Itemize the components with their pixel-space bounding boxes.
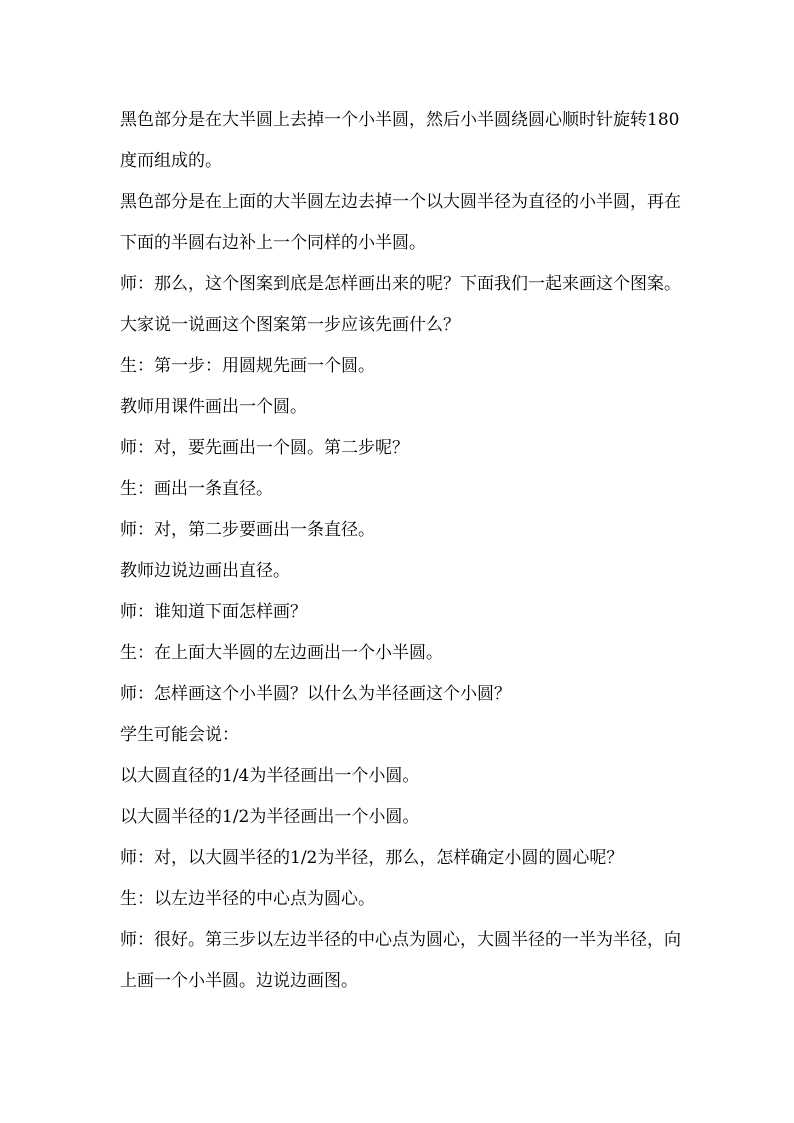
paragraph: 黑色部分是在大半圆上去掉一个小半圆，然后小半圆绕圆心顺时针旋转180度而组成的。 bbox=[120, 110, 680, 171]
paragraph: 师：怎样画这个小半圆？以什么为半径画这个小圆？ bbox=[120, 684, 511, 704]
paragraph: 以大圆半径的1/2为半径画出一个小圆。 bbox=[120, 807, 420, 827]
paragraph: 生：在上面大半圆的左边画出一个小半圆。 bbox=[120, 643, 443, 663]
paragraph: 生：第一步：用圆规先画一个圆。 bbox=[120, 356, 375, 376]
paragraph: 学生可能会说： bbox=[120, 725, 239, 745]
paragraph: 教师边说边画出直径。 bbox=[120, 561, 290, 581]
paragraph: 师：很好。第三步以左边半径的中心点为圆心，大圆半径的一半为半径，向上画一个小半圆。边说边画图。 bbox=[120, 930, 681, 991]
document-body bbox=[120, 100, 685, 1002]
paragraph: 生：以左边半径的中心点为圆心。 bbox=[120, 889, 375, 909]
paragraph: 师：对，要先画出一个圆。第二步呢？ bbox=[120, 438, 409, 458]
paragraph: 师：那么，这个图案到底是怎样画出来的呢？下面我们一起来画这个图案。大家说一说画这个图案第一步应该先画什么？ bbox=[120, 274, 681, 335]
paragraph: 教师用课件画出一个圆。 bbox=[120, 397, 307, 417]
paragraph: 师：对，第二步要画出一条直径。 bbox=[120, 520, 375, 540]
paragraph: 生：画出一条直径。 bbox=[120, 479, 273, 499]
paragraph: 以大圆直径的1/4为半径画出一个小圆。 bbox=[120, 766, 420, 786]
paragraph: 师：对，以大圆半径的1/2为半径，那么，怎样确定小圆的圆心呢？ bbox=[120, 848, 624, 868]
paragraph: 师：谁知道下面怎样画？ bbox=[120, 602, 307, 622]
paragraph: 黑色部分是在上面的大半圆左边去掉一个以大圆半径为直径的小半圆，再在下面的半圆右边补上一个同样的小半圆。 bbox=[120, 192, 681, 253]
